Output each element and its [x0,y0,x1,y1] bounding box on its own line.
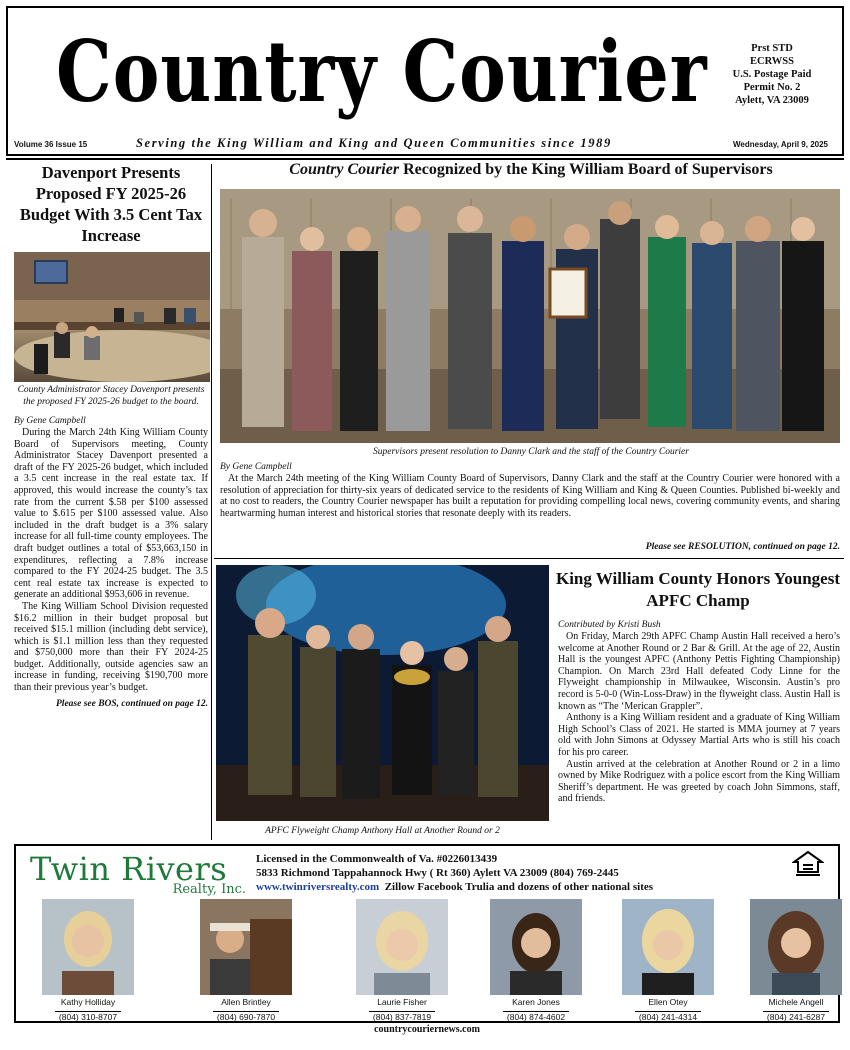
postal-line: Aylett, VA 23009 [735,95,809,106]
resolution-continued: Please see RESOLUTION, continued on page 12. [645,542,840,552]
agent-roster [28,899,828,1021]
main-headline [216,161,846,179]
agent-phone: (804) 690-7870 [213,1011,279,1022]
site-url-footer[interactable]: countrycouriernews.com [374,1024,480,1035]
agent-photo [622,899,714,995]
agent-card [196,899,296,1025]
license-line: Licensed in the Commonwealth of Va. #0226013439 [256,853,498,865]
postal-indicia [722,42,822,107]
apfc-body [558,631,840,805]
board-meeting-photo [14,252,210,382]
twin-rivers-logo [30,850,260,898]
apfc-paragraph: On Friday, March 29th APFC Champ Austin Hall received a hero’s welcome at Another Round or 2 Bar & Grill. At the age of 22, Austin Hall is the youngest APFC (Anthony Pettis Fighting Championship) Champion. On March 23rd Hall defeated Cody Linne for the Flyweight championship in Milwaukee, Wisconsin. Austin’s pro record is 5-0-0 (Win-Loss-Draw) in the flyweight class. Austin Hall is known as “The ‘Merican Grappler”. [558,631,840,712]
postal-line: Permit No. 2 [743,82,801,93]
agent-card [486,899,586,1025]
agent-name: Allen Brintley [221,997,271,1007]
agent-name: Laurie Fisher [377,997,427,1007]
masthead [6,6,844,156]
budget-headline: Davenport Presents Proposed FY 2025-26 Budget With 3.5 Cent Tax Increase [19,163,203,245]
agent-phone: (804) 837-7819 [369,1011,435,1022]
agent-photo [750,899,842,995]
address-line: 5833 Richmond Tappahannock Hwy ( Rt 360) Aylett VA 23009 (804) 769-2445 [256,867,619,879]
apfc-headline: King William County Honors Youngest APFC Champ [555,569,841,610]
resolution-body [220,462,840,519]
agent-photo-art [356,899,448,995]
budget-body [14,427,208,694]
volume-issue: Volume 36 Issue 15 [14,140,88,149]
logo-wordmark: Twin Rivers [30,850,228,888]
budget-paragraph: During the March 24th King William County Board of Supervisors meeting, County Administrator Stacey Davenport presented a draft of the FY 2025-26 budget, which included a 3.5 cent increase in the real estate tax. If approved, this would increase the county’s tax rate from the current $.58 per $100 assessed value to $.615 per $100 assessed value. Also included in the draft budget is a 3% salary increase for all full-time county employees. The draft budget outlines a total of $53,663,150 in expenditures, reflecting a 7.8% increase compared to the FY 2024-25 budget. The 3.5 cent real estate tax increase is expected to generate an additional $953,606 in revenue. [14,427,208,601]
agent-name: Ellen Otey [648,997,688,1007]
agent-photo-art [490,899,582,995]
twin-rivers-realty-ad [14,844,840,1023]
column-divider [211,164,212,840]
budget-continued: Please see BOS, continued on page 12. [56,698,208,709]
agent-phone: (804) 874-4602 [503,1011,569,1022]
agent-card [352,899,452,1025]
postal-line: Prst STD [751,43,793,54]
resolution-group-photo [220,189,840,443]
agent-phone: (804) 310-8707 [55,1011,121,1022]
equal-housing-icon [792,850,824,878]
agent-photo [490,899,582,995]
agent-photo-art [200,899,292,995]
agent-phone: (804) 241-6287 [763,1011,829,1022]
agent-photo-art [42,899,134,995]
postal-line: ECRWSS [750,56,794,67]
section-rule [214,558,844,559]
listing-sites: Zillow Facebook Trulia and dozens of other national sites [384,881,654,893]
agent-name: Karen Jones [512,997,560,1007]
budget-photo-caption: County Administrator Stacey Davenport presents the proposed FY 2025-26 budget to the board. [17,385,205,407]
agent-photo [42,899,134,995]
apfc-champ-photo [216,565,549,821]
realty-website-link[interactable]: www.twinriversrealty.com [256,881,380,893]
agent-card [618,899,718,1025]
agent-photo [200,899,292,995]
budget-byline: By Gene Campbell [14,416,86,426]
budget-paragraph: The King William School Division requested $16.2 million in their budget proposal but received $15.1 million (including debt service), which is $1.1 million less than they requested and $750,000 more than their FY 2024-25 budget. Additionally, outside agencies saw an increase in funding, receiving $190,700 more than their previous year’s budget. [14,600,208,694]
issue-date: Wednesday, April 9, 2025 [732,140,828,149]
apfc-champ-photo-art [216,565,549,821]
agent-card [746,899,846,1025]
resolution-paragraph [220,473,840,519]
newspaper-title: Country Courier [56,21,708,122]
apfc-photo-caption: APFC Flyweight Champ Anthony Hall at Another Round or 2 [265,826,500,836]
apfc-paragraph: Austin arrived at the celebration at Another Round or 2 in a limo owned by Mike Rodriguez with a police escort from the King William Sheriff’s department. He was greeted by coach John Simmons, staff, and friends. [558,758,840,805]
main-headline-paper-name: Country Courier [289,161,400,178]
logo-subtitle: Realty, Inc. [172,882,246,897]
postal-line: U.S. Postage Paid [732,69,812,80]
resolution-group-photo-art [220,189,840,443]
agent-photo-art [622,899,714,995]
board-meeting-photo-art [14,252,210,382]
agent-photo [356,899,448,995]
resolution-byline: By Gene Campbell [220,462,292,472]
agent-phone: (804) 241-4314 [635,1011,701,1022]
agent-name: Michele Angell [768,997,824,1007]
apfc-paragraph: Anthony is a King William resident and a graduate of King William High School’s Class of 2021. He started is MMA journey at 7 years old with John Simons at Odyssey Martial Arts who is still his coach for his pro career. [558,712,840,758]
agent-photo-art [750,899,842,995]
main-headline-text: Recognized by the King William Board of Supervisors [399,161,773,178]
agent-card [38,899,138,1025]
realty-contact-info [256,852,653,894]
resolution-paragraph-text: At the March 24th meeting of the King William County Board of Supervisors, Danny Clark and the staff at the Country Courier were honored with a resolution of appreciation for thirty-six years of dedicated service to the residents of King William and King & Queen Counties. Published bi-weekly and at no cost to readers, the Country Courier newspaper has built a reputation for providing compelling local news, covering community events, and sharing heartwarming human interest and historical stories that resonate deeply with its readers. [220,473,840,519]
budget-story [14,160,208,710]
agent-name: Kathy Holliday [60,997,116,1007]
tagline: Serving the King William and King and Queen Communities since 1989 [136,136,612,150]
apfc-byline: Contributed by Kristi Bush [558,620,661,630]
resolution-photo-caption: Supervisors present resolution to Danny Clark and the staff of the Country Courier [373,447,689,457]
